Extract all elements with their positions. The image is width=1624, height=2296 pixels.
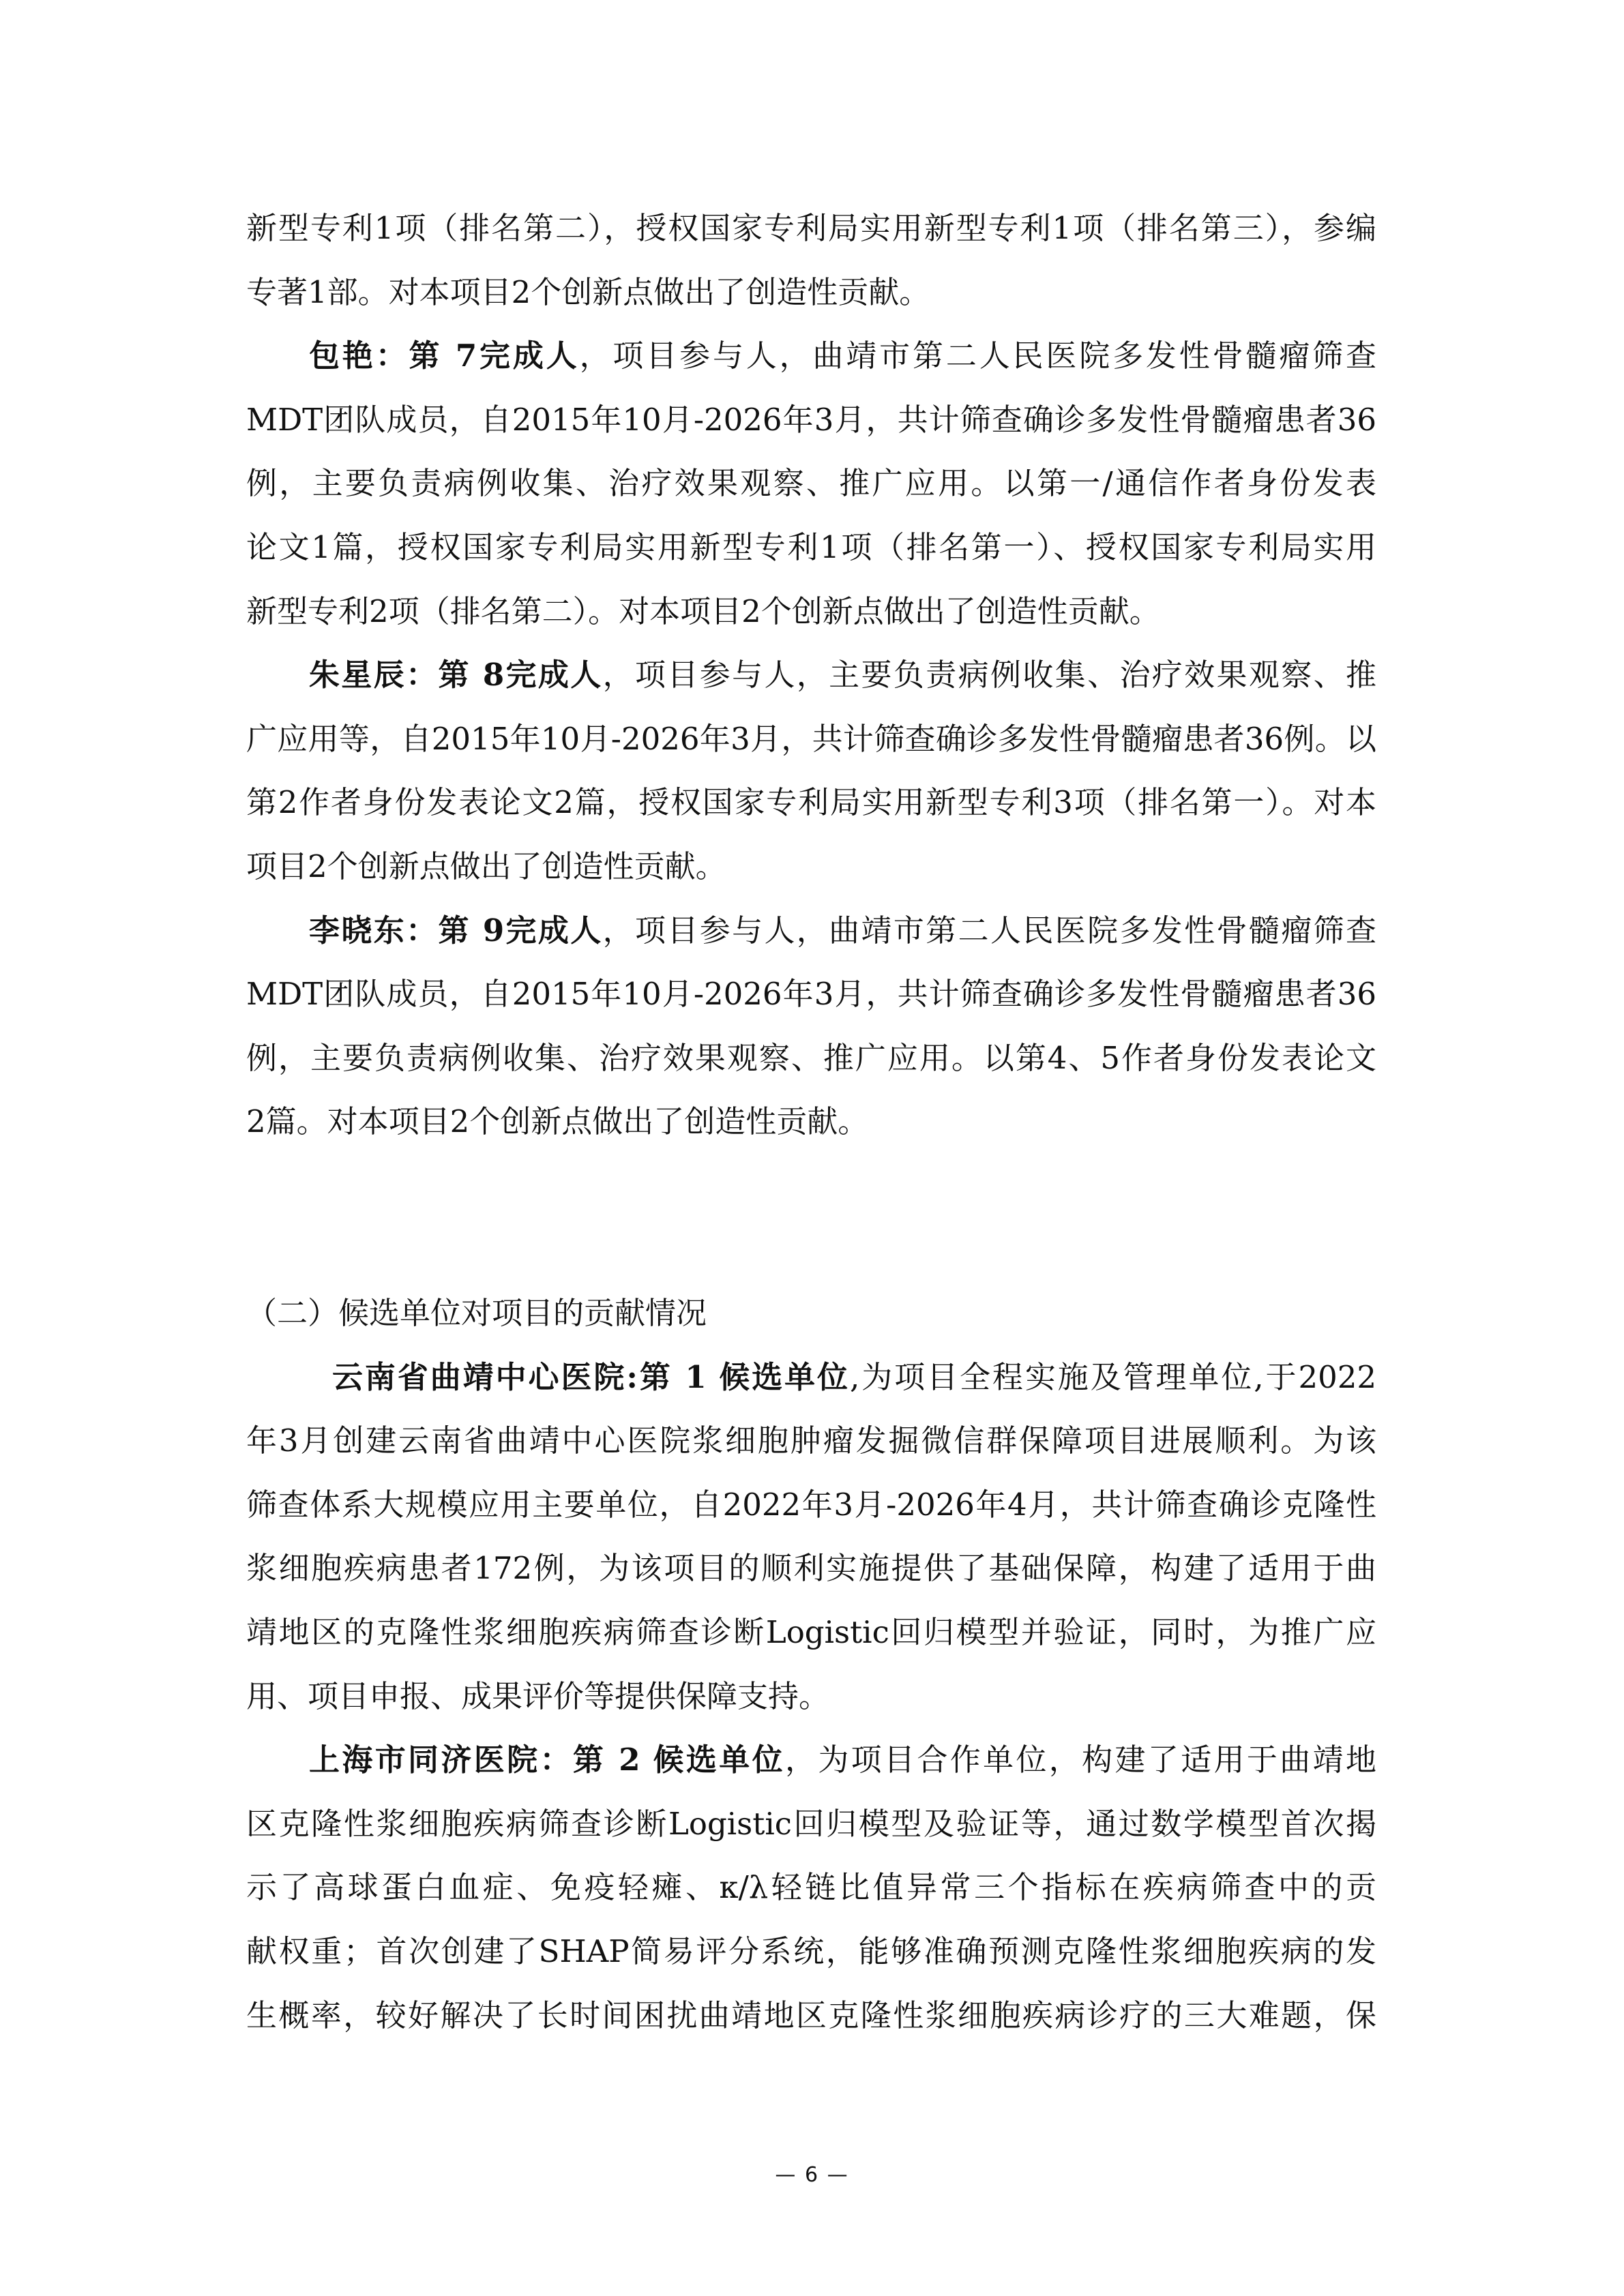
paragraph-line	[246, 707, 1376, 771]
paragraph-line	[246, 196, 1376, 260]
paragraph-line	[246, 1600, 1376, 1665]
bold-label: 上海市同济医院：第 2 候选单位	[309, 1742, 785, 1778]
text-segment: 第2作者身份发表论文2篇，授权国家专利局实用新型专利3项（排名第一）。对本	[246, 784, 1376, 821]
paragraph-line	[246, 643, 1376, 707]
section-heading	[246, 1281, 1376, 1345]
text-segment: 新型专利1项（排名第二），授权国家专利局实用新型专利1项（排名第三），参编	[246, 210, 1376, 246]
page-number: — 6 —	[775, 2163, 849, 2187]
text-segment: 例，主要负责病例收集、治疗效果观察、推广应用。以第一/通信作者身份发表	[246, 465, 1376, 502]
text-segment: ，项目参与人，曲靖市第二人民医院多发性骨髓瘤筛查	[602, 912, 1376, 949]
text-segment: 献权重；首次创建了SHAP简易评分系统，能够准确预测克隆性浆细胞疾病的发	[246, 1933, 1376, 1970]
bold-label: 李晓东：第 9完成人	[309, 912, 603, 949]
blank-line	[246, 1218, 1376, 1282]
text-segment: MDT团队成员，自2015年10月-2026年3月，共计筛查确诊多发性骨髓瘤患者36	[246, 976, 1376, 1013]
text-segment: 新型专利2项（排名第二）。对本项目2个创新点做出了创造性贡献。	[246, 593, 1160, 629]
paragraph-line	[246, 962, 1376, 1026]
paragraph-line	[246, 388, 1376, 452]
paragraph-line	[246, 1473, 1376, 1537]
bold-label: 云南省曲靖中心医院:第 1 候选单位	[332, 1358, 850, 1395]
paragraph-line	[246, 1855, 1376, 1920]
text-segment: 生概率，较好解决了长时间困扰曲靖地区克隆性浆细胞疾病诊疗的三大难题，保	[246, 1997, 1376, 2033]
document-body	[246, 196, 1376, 2047]
text-segment: 论文1篇，授权国家专利局实用新型专利1项（排名第一）、授权国家专利局实用	[246, 528, 1376, 565]
text-segment: 例，主要负责病例收集、治疗效果观察、推广应用。以第4、5作者身份发表论文	[246, 1039, 1376, 1076]
text-segment: 用、项目申报、成果评价等提供保障支持。	[246, 1678, 830, 1714]
bold-label: 包艳：第 7完成人	[309, 338, 580, 374]
text-segment: 区克隆性浆细胞疾病筛查诊断Logistic回归模型及验证等，通过数学模型首次揭	[246, 1805, 1376, 1842]
text-segment: 浆细胞疾病患者172例，为该项目的顺利实施提供了基础保障，构建了适用于曲	[246, 1550, 1376, 1587]
paragraph-line	[246, 1920, 1376, 1984]
paragraph-line	[246, 1026, 1376, 1090]
paragraph-line	[246, 1984, 1376, 2048]
paragraph-line	[246, 516, 1376, 580]
text-segment: 靖地区的克隆性浆细胞疾病筛查诊断Logistic回归模型并验证，同时，为推广应	[246, 1614, 1376, 1651]
text-segment: 项目2个创新点做出了创造性贡献。	[246, 848, 726, 884]
paragraph-line	[246, 1536, 1376, 1600]
paragraph-line	[246, 1792, 1376, 1856]
paragraph-line	[246, 771, 1376, 835]
text-segment: ,为项目全程实施及管理单位,于2022	[849, 1358, 1376, 1395]
text-segment: 广应用等，自2015年10月-2026年3月，共计筛查确诊多发性骨髓瘤患者36例。以	[246, 720, 1376, 757]
paragraph-line	[246, 1345, 1376, 1410]
bold-label: 朱星辰：第 8完成人	[309, 657, 603, 694]
text-segment: 年3月创建云南省曲靖中心医院浆细胞肿瘤发掘微信群保障项目进展顺利。为该	[246, 1422, 1376, 1459]
text-segment: （二）候选单位对项目的贡献情况	[246, 1295, 707, 1332]
text-segment: MDT团队成员，自2015年10月-2026年3月，共计筛查确诊多发性骨髓瘤患者36	[246, 401, 1376, 438]
text-segment: ，项目参与人，曲靖市第二人民医院多发性骨髓瘤筛查	[579, 338, 1376, 374]
text-segment: ，为项目合作单位，构建了适用于曲靖地	[784, 1742, 1376, 1778]
paragraph-line	[246, 580, 1376, 644]
paragraph-line	[246, 899, 1376, 963]
text-segment: 示了高球蛋白血症、免疫轻瘫、κ/λ轻链比值异常三个指标在疾病筛查中的贡	[246, 1869, 1376, 1906]
blank-line	[246, 1154, 1376, 1218]
paragraph-line	[246, 1409, 1376, 1473]
paragraph-line	[246, 260, 1376, 325]
text-segment: 专著1部。对本项目2个创新点做出了创造性贡献。	[246, 273, 930, 310]
paragraph-line	[246, 1090, 1376, 1154]
text-segment: 2篇。对本项目2个创新点做出了创造性贡献。	[246, 1103, 869, 1140]
paragraph-line	[246, 1728, 1376, 1792]
paragraph-line	[246, 835, 1376, 899]
paragraph-line	[246, 451, 1376, 516]
text-segment: 筛查体系大规模应用主要单位，自2022年3月-2026年4月，共计筛查确诊克隆性	[246, 1486, 1376, 1523]
paragraph-line	[246, 1665, 1376, 1729]
paragraph-line	[246, 324, 1376, 388]
text-segment: ，项目参与人，主要负责病例收集、治疗效果观察、推	[602, 657, 1376, 694]
